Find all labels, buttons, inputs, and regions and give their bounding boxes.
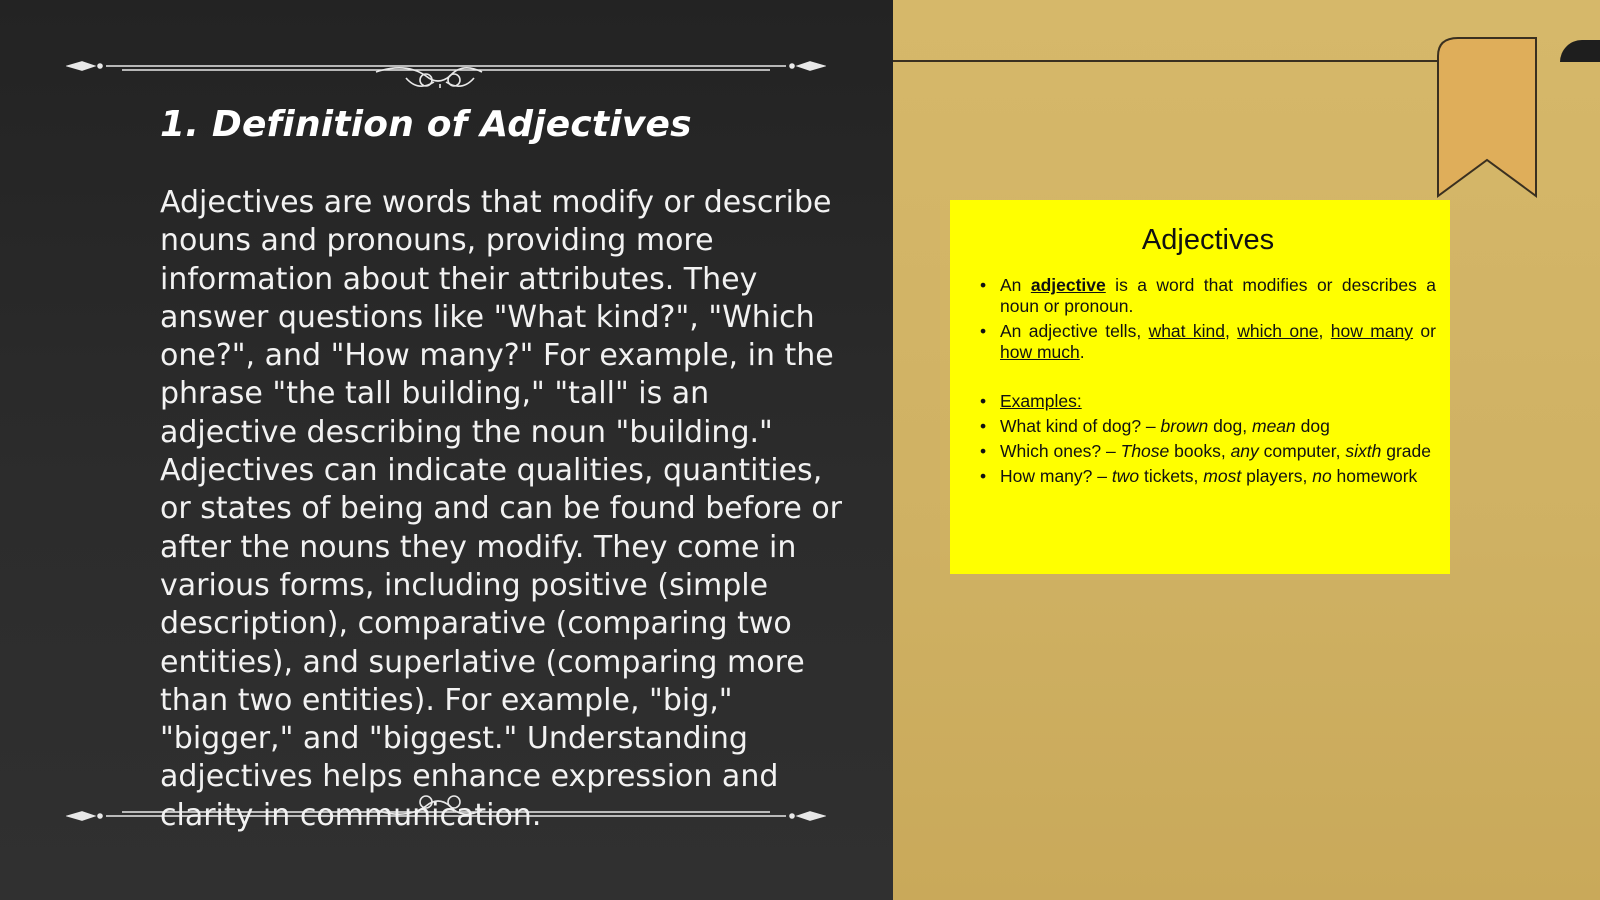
- definition-paragraph: Adjectives are words that modify or describe nouns and pronouns, providing more information about their attributes. They answer questions like "What kind?", "Which one?", and "How many?" For example, in the phrase "the tall building," "tall" is an adjective describing the noun "building." Adjectives can indicate qualities, quantities, or states of being and can be found before or after the nouns they modify. They come in various forms, including positive (simple description), comparative (comparing two entities), and superlative (comparing more than two entities). For example, "big," "bigger," and "biggest." Understanding adjectives helps enhance expression and clarity in communication.: [160, 185, 843, 833]
- list-item: • An adjective tells, what kind, which one, how many or how much.: [980, 321, 1436, 363]
- list-item: • Which ones? – Those books, any computer, sixth grade: [980, 441, 1436, 462]
- slide-title: 1. Definition of Adjectives: [160, 104, 692, 145]
- list-item: • An adjective is a word that modifies or describes a noun or pronoun.: [980, 275, 1436, 317]
- right-divider-line: [893, 60, 1438, 62]
- bookmark-icon: [1436, 36, 1538, 198]
- ornament-divider-icon: [66, 48, 826, 88]
- list-item: • What kind of dog? – brown dog, mean dog: [980, 416, 1436, 437]
- list-item: • Examples:: [980, 391, 1436, 412]
- list-item: • How many? – two tickets, most players, no homework: [980, 466, 1436, 487]
- adjectives-card: [950, 200, 1450, 574]
- card-title: Adjectives: [1141, 224, 1275, 256]
- card-bullet-list: [980, 275, 1436, 487]
